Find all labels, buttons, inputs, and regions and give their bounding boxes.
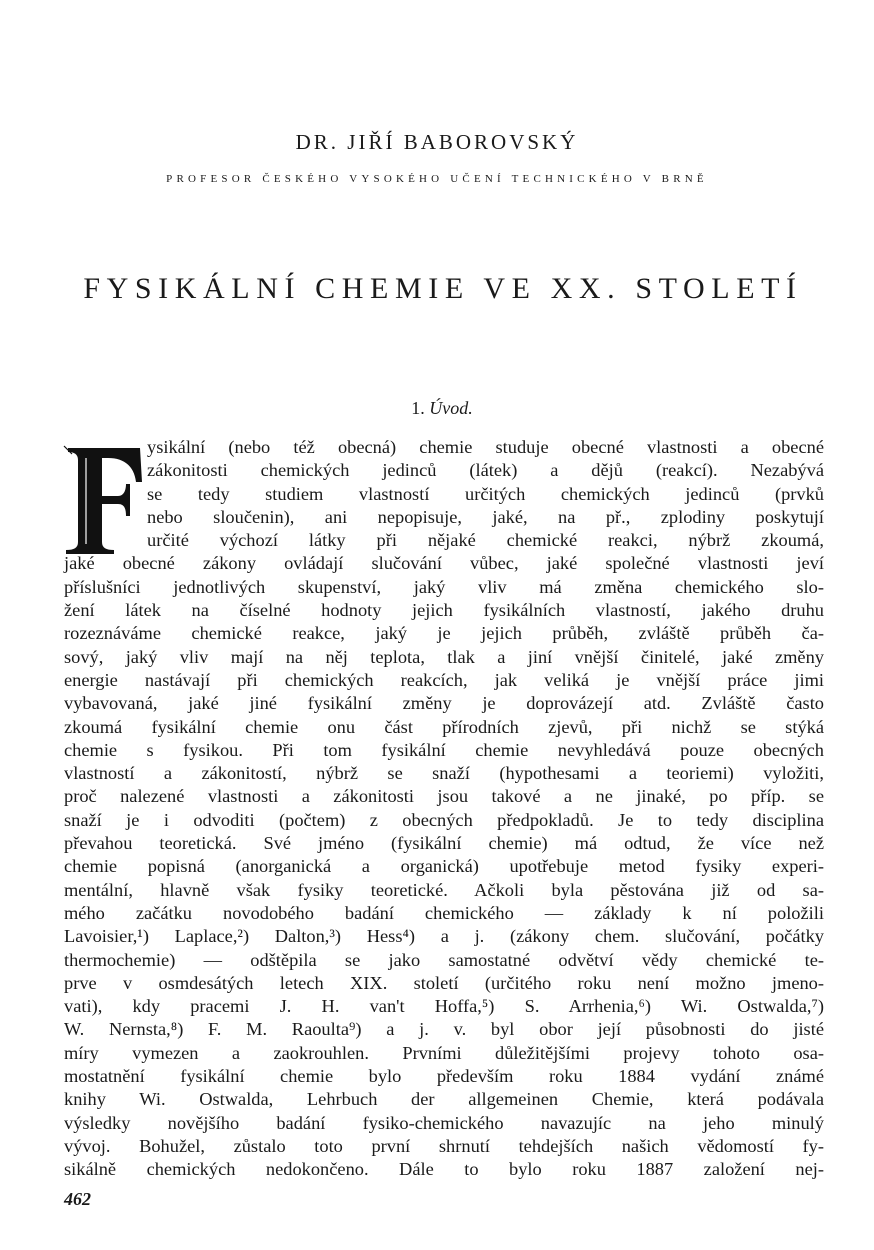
text-line: proč nalezené vlastnosti a zákonitosti jsou takové a ne jinaké, po příp. se (64, 786, 824, 807)
text-line: určité výchozí látky při nějaké chemické reakci, nýbrž zkoumá, (147, 530, 824, 551)
section-heading (0, 398, 874, 419)
text-line: prve v osmdesátých letech XIX. století (určitého roku není možno jmeno- (64, 972, 824, 993)
text-line: nebo sloučenin), ani nepopisuje, jaké, na př., zplodiny poskytují (147, 506, 824, 527)
text-line: mého začátku novodobého badání chemického — základy k ní položili (64, 902, 824, 923)
text-line: zkoumá fysikální chemie onu část přírodních zjevů, při nichž se stýká (64, 716, 824, 737)
page-number: 462 (64, 1189, 91, 1209)
text-line: W. Nernsta,⁸) F. M. Raoulta⁹) a j. v. byl obor její působnosti do jisté (64, 1019, 824, 1040)
author-affiliation: PROFESOR ČESKÉHO VYSOKÉHO UČENÍ TECHNICKÉHO V BRNĚ (166, 173, 708, 185)
text-line: snaží je i odvoditi (počtem) z obecných předpokladů. Je to tedy disciplina (64, 809, 824, 830)
text-line: vybavovaná, jaké jiné fysikální změny je doprovázejí atd. Zvláště často (64, 693, 824, 714)
text-line: žení látek na číselné hodnoty jejich fysikálních vlastností, jakého druhu (64, 600, 824, 621)
text-line: míry vymezen a zaokrouhlen. Prvními důležitějšími projevy tohoto osa- (64, 1042, 824, 1063)
text-line: chemie popisná (anorganická a organická) upotřebuje metod fysiky experi- (64, 856, 824, 877)
text-line: mostatnění fysikální chemie bylo především roku 1884 vydání známé (64, 1066, 824, 1087)
section-title: Úvod. (429, 398, 473, 418)
text-line: Lavoisier,¹) Laplace,²) Dalton,³) Hess⁴) a j. (zákony chem. slučování, počátky (64, 926, 824, 947)
text-line: chemie s fysikou. Při tom fysikální chemie nevyhledává pouze obecných (64, 739, 824, 760)
text-line: sový, jaký vliv mají na něj teplota, tlak a jiní vnější činitelé, jaké změny (64, 646, 824, 667)
text-line: zákonitosti chemických jedinců (látek) a dějů (reakcí). Nezabývá (147, 460, 824, 481)
body-text (64, 436, 824, 1182)
text-line: výsledky novějšího badání fysiko-chemického navazujíc na jeho minulý (64, 1112, 824, 1133)
text-line: vati), kdy pracemi J. H. van't Hoffa,⁵) S. Arrhenia,⁶) Wi. Ostwalda,⁷) (64, 996, 824, 1017)
text-line: jaké obecné zákony ovládají slučování vůbec, jaké společné vlastnosti jeví (64, 553, 824, 574)
text-line: vlastností a zákonitostí, nýbrž se snaží (hypothesami a teoriemi) vyložiti, (64, 763, 824, 784)
text-line: vývoj. Bohužel, zůstalo toto první shrnutí tehdejších našich vědomostí fy- (64, 1135, 824, 1156)
section-number: 1. (411, 398, 425, 418)
text-line: rozeznáváme chemické reakce, jaký je jejich průběh, zvláště průběh ča- (64, 623, 824, 644)
text-line: mentální, hlavně však fysiky teoretické. Ačkoli byla pěstována již od sa- (64, 879, 824, 900)
text-line: příslušníci jednotlivých skupenství, jaký vliv má změna chemického slo- (64, 576, 824, 597)
text-line: ysikální (nebo též obecná) chemie studuje obecné vlastnosti a obecné (147, 437, 824, 457)
text-line: sikálně chemických nedokončeno. Dále to bylo roku 1887 založení nej- (64, 1159, 824, 1180)
text-line: energie nastávají při chemických reakcích, jak veliká je vnější práce jimi (64, 669, 824, 690)
chapter-title: FYSIKÁLNÍ CHEMIE VE XX. STOLETÍ (83, 272, 803, 305)
text-line: knihy Wi. Ostwalda, Lehrbuch der allgemeinen Chemie, která podávala (64, 1089, 824, 1110)
author-name: DR. JIŘÍ BABOROVSKÝ (295, 130, 579, 154)
text-line: se tedy studiem vlastností určitých chemických jedinců (prvků (147, 483, 824, 504)
text-line: převahou teoretická. Své jméno (fysikální chemie) má odtud, že více než (64, 833, 824, 854)
text-line: thermochemie) — odštěpila se jako samostatné odvětví vědy chemické te- (64, 949, 824, 970)
